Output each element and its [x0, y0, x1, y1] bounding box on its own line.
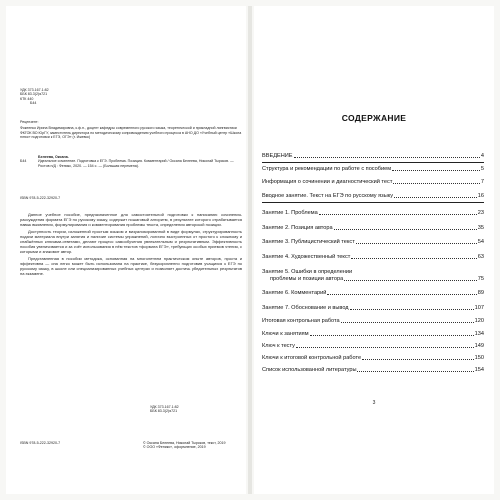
toc-item-page: 54	[477, 239, 484, 245]
ktk-code: КТК 440	[20, 96, 34, 101]
toc-item	[262, 166, 484, 173]
biblio-description: Идеальное сочинение. Подготовка к ЕГЭ. Проблема. Позиция. Комментарий / Оксана Белеева, Николай Тырсков. — Ростов н/Д : Феникс, 2020. — 154 с. — (Большая перемена).	[38, 159, 234, 168]
reviewers-block	[20, 120, 242, 140]
toc-item-title: ВВЕДЕНИЕ	[262, 153, 293, 159]
bbk-code: ББК 83.3(2)я721	[150, 409, 178, 414]
toc-item-page: 5	[480, 166, 484, 172]
toc-item-page: 75	[477, 276, 484, 282]
toc-item	[262, 355, 484, 362]
toc-item	[262, 153, 484, 160]
toc-item-title: Занятие 6. Комментарий	[262, 290, 327, 296]
toc-item-page: 7	[480, 179, 484, 185]
isbn-top: ISBN 978-5-222-32920-7	[20, 196, 61, 200]
toc-divider	[262, 162, 484, 163]
toc-item-title-line2: проблемы и позиции автора	[270, 276, 344, 282]
udk-code: УДК 373.167.1:82	[20, 88, 49, 92]
toc-item-page: 150	[474, 355, 484, 361]
copyright-publisher: © ООО «Феникс», оформление, 2019	[143, 445, 206, 450]
book-gutter	[248, 6, 252, 494]
toc-item-title: Занятие 1. Проблема	[262, 210, 318, 216]
toc-item-title: Вводное занятие. Текст на ЕГЭ по русскому языку	[262, 193, 394, 199]
reviewers-label: Рецензент:	[20, 120, 39, 124]
toc-item	[262, 254, 484, 261]
right-page	[254, 6, 494, 494]
toc-item-title: Занятие 3. Публицистический текст	[262, 239, 355, 245]
toc-item-title: Ключи к занятиям	[262, 331, 309, 337]
book-annotation	[20, 212, 242, 278]
book-author: Белеева, Оксана.	[38, 155, 69, 159]
toc-item-title: Список использованной литературы	[262, 367, 357, 373]
classification-codes	[20, 88, 120, 106]
toc-item	[262, 367, 484, 374]
toc-item-title: Структура и рекомендации по работе с пособием	[262, 166, 392, 172]
toc-item-title: Занятие 5. Ошибки в определении	[262, 269, 353, 275]
toc-item-title: Ключи к итоговой контрольной работе	[262, 355, 362, 361]
toc-item	[262, 305, 484, 312]
toc-item-page: 120	[474, 318, 484, 324]
page-number: 3	[372, 400, 376, 406]
toc-item	[262, 210, 484, 217]
toc-item-page: 107	[474, 305, 484, 311]
bbk-code: ББК 83.3(2)я721	[20, 92, 48, 97]
toc-item	[262, 290, 484, 297]
annotation-paragraph: Представленная в пособии методика, основанная на многолетнем практическом опыте авторов, проста и эффективна — она легко может быть использована на практике, безукоризненно подготовив учащихся к ЕГЭ по русскому языку, в школе или специализированных учебных центрах и позволяет достичь убедительных результатов на экзамене.	[20, 256, 242, 276]
toc-item-page: 16	[477, 193, 484, 199]
toc-title: СОДЕРЖАНИЕ	[341, 113, 407, 123]
toc-item-page: 35	[477, 225, 484, 231]
toc-item	[262, 343, 484, 350]
toc-item-page: 149	[474, 343, 484, 349]
toc-item	[262, 225, 484, 232]
toc-item	[262, 269, 484, 276]
biblio-index: Б44	[20, 159, 27, 164]
toc-item	[262, 318, 484, 325]
toc-item-page: 63	[477, 254, 484, 260]
toc-item-title: Ключ к тесту	[262, 343, 295, 349]
toc-item-title: Занятие 4. Художественный текст	[262, 254, 351, 260]
toc-item	[262, 179, 484, 186]
toc-item	[262, 239, 484, 246]
annotation-paragraph: Данное учебное пособие, предназначенное для самостоятельной подготовки к написанию сочинения-рассуждения формата ЕГЭ по русскому языку, содержит пошаговый алгоритм, в результате которого отрабатывается навык выявления, формулирования и комментирования проблемы текста, определения авторской позиции.	[20, 212, 242, 227]
toc-item-title: Информация о сочинении и диагностический тест	[262, 179, 393, 185]
isbn-bottom: ISBN 978-5-222-32920-7	[20, 441, 61, 445]
toc-item-title: Итоговая контрольная работа	[262, 318, 340, 324]
toc-item-title: Занятие 2. Позиция автора	[262, 225, 333, 231]
annotation-paragraph: Доступность теории, изложенной простым языком и визуализированной в виде формулах, структурированность подачи материала внутри занятия и наличие системы упражнений, логично выстроенных от простого к сложному и снабжённых ключами-ответами, делают процесс самообучения увлекательным и результативным. Эффективность пособия увеличивается и за счёт использования в нём текстов «формата ЕГЭ», требующих особых приемов чтения, с которыми и знакомит автор.	[20, 229, 242, 254]
toc-item-page: 154	[474, 367, 484, 373]
toc-item-continuation	[270, 276, 484, 283]
reviewers-text: Фокеенко Ирина Владимировна, к.ф.н., доцент кафедры современного русского языка, теоретической и прикладной лингвистики ФКГОК ВО ЮрГУ, заместитель директора по методическому сопровождению учебного процесса в АНО ДО «Учебный центр «Школа плюс» подготовки к ЕГЭ, ОГЭ» (г. Ижевск)	[20, 126, 242, 140]
toc-item-page: 4	[480, 153, 484, 159]
copyright-block	[143, 441, 243, 450]
toc-item	[262, 193, 484, 200]
toc-item-page: 89	[477, 290, 484, 296]
toc-item-title: Занятие 7. Обоснование и вывод	[262, 305, 349, 311]
toc-item	[262, 331, 484, 338]
udk-code: УДК 373.167.1:82	[150, 405, 179, 409]
classification-codes-bottom	[150, 405, 179, 414]
author-mark: Б44	[30, 101, 37, 106]
bibliographic-record	[20, 155, 242, 168]
toc-item-page: 134	[474, 331, 484, 337]
toc-item-page: 23	[477, 210, 484, 216]
copyright-text: © Оксана Белеева, Николай Тырсков, текст, 2019	[143, 441, 226, 445]
toc-divider	[262, 202, 484, 203]
